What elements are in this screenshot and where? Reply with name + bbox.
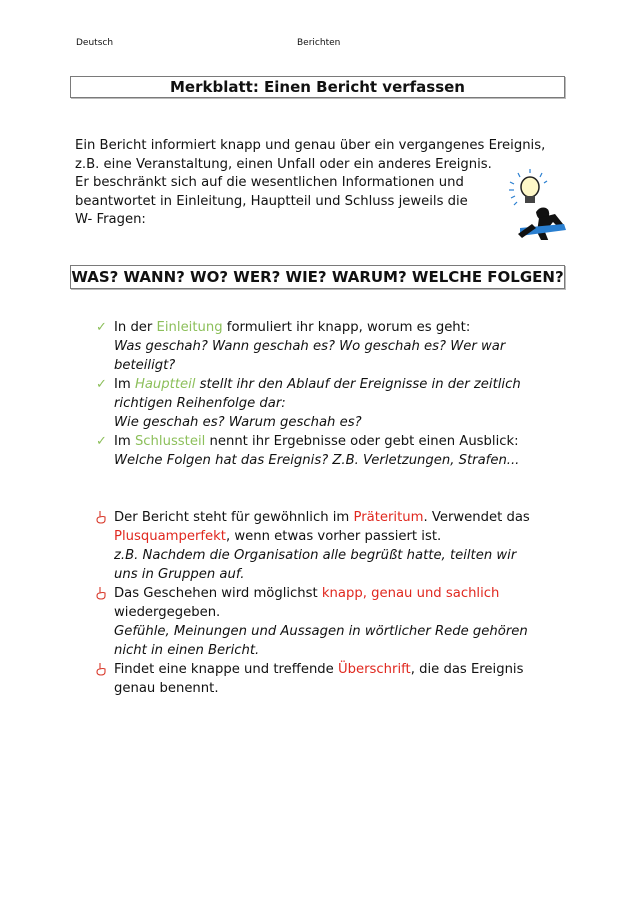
list-item-hauptteil	[96, 375, 566, 432]
w-questions-box	[70, 265, 565, 289]
example-line: z.B. Nachdem die Organisation alle begrüßt hatte, teilten wir	[114, 548, 517, 563]
example-line: uns in Gruppen auf.	[114, 567, 245, 582]
pointing-hand-icon	[95, 510, 107, 524]
text: stellt ihr den Ablauf der Ereignisse in der zeitlich	[195, 377, 521, 392]
keyword: Überschrift	[338, 662, 411, 677]
text: genau benennt.	[114, 681, 219, 696]
keyword: Hauptteil	[134, 377, 196, 392]
title-box	[70, 76, 565, 98]
text: . Verwendet das	[423, 510, 530, 525]
detail-line: Welche Folgen hat das Ereignis? Z.B. Verletzungen, Strafen...	[114, 453, 520, 468]
page-title: Merkblatt: Einen Bericht verfassen	[170, 78, 465, 96]
report-parts-list	[96, 318, 566, 470]
checkmark-icon: ✓	[96, 377, 107, 392]
list-item-headline	[96, 660, 566, 698]
pointing-hand-icon	[95, 586, 107, 600]
text: , die das Ereignis	[410, 662, 524, 677]
lightbulb-thinker-icon	[506, 168, 572, 240]
keyword: Präteritum	[353, 510, 424, 525]
detail-line: beteiligt?	[114, 358, 176, 373]
pointing-hand-icon	[95, 662, 107, 676]
intro-line: Ein Bericht informiert knapp und genau über ein vergangenes Ereignis,	[75, 138, 546, 153]
intro-line: W- Fragen:	[75, 212, 146, 227]
w-questions: WAS? WANN? WO? WER? WIE? WARUM? WELCHE FOLGEN?	[71, 268, 564, 286]
detail-line: Was geschah? Wann geschah es? Wo geschah es? Wer war	[114, 339, 506, 354]
text: Das Geschehen wird möglichst	[114, 586, 322, 601]
text: formuliert ihr knapp, worum es geht:	[222, 320, 471, 335]
header-subject: Deutsch	[76, 38, 114, 48]
text: Findet eine knappe und treffende	[114, 662, 338, 677]
checkmark-icon: ✓	[96, 434, 107, 449]
checkmark-icon: ✓	[96, 320, 107, 335]
list-item-schlussteil	[96, 432, 566, 470]
list-item-einleitung	[96, 318, 566, 375]
list-item-tense	[96, 508, 566, 584]
tips-list	[96, 508, 566, 698]
keyword: Plusquamperfekt	[114, 529, 226, 544]
text: , wenn etwas vorher passiert ist.	[225, 529, 442, 544]
intro-text	[75, 137, 565, 230]
list-item-style	[96, 584, 566, 660]
intro-line: Er beschränkt sich auf die wesentlichen Informationen und	[75, 175, 464, 190]
keyword: Schlussteil	[134, 434, 206, 449]
text: nennt ihr Ergebnisse oder gebt einen Ausblick:	[205, 434, 519, 449]
keyword: Einleitung	[156, 320, 223, 335]
intro-line: beantwortet in Einleitung, Hauptteil und Schluss jeweils die	[75, 193, 468, 209]
intro-line: z.B. eine Veranstaltung, einen Unfall oder ein anderes Ereignis.	[75, 156, 492, 172]
text: Im	[114, 434, 135, 449]
detail-line: Wie geschah es? Warum geschah es?	[114, 415, 362, 430]
text: In der	[114, 320, 157, 335]
keyword: knapp, genau und sachlich	[321, 586, 500, 601]
text: Der Bericht steht für gewöhnlich im	[114, 510, 354, 525]
text: Im	[114, 377, 135, 392]
example-line: nicht in einen Bericht.	[114, 643, 260, 658]
detail-line: richtigen Reihenfolge dar:	[114, 396, 286, 411]
text: wiedergegeben.	[114, 605, 221, 620]
example-line: Gefühle, Meinungen und Aussagen in wörtlicher Rede gehören	[114, 624, 528, 639]
header-topic: Berichten	[297, 38, 341, 48]
